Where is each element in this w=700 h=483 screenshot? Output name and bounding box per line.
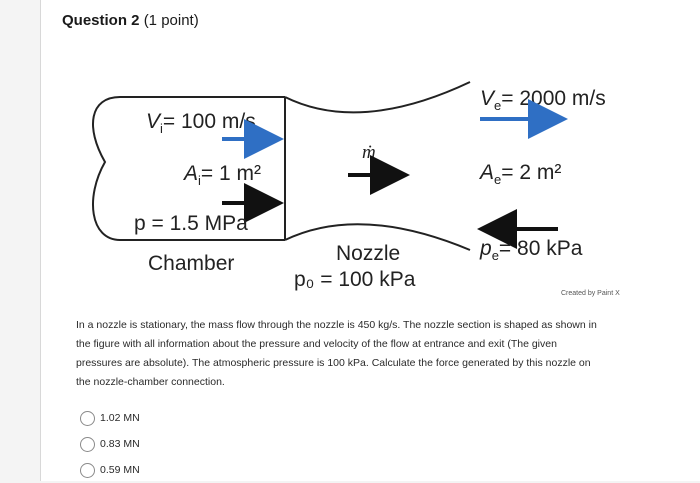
ambient-pressure-label: p₀ = 100 kPa (294, 268, 416, 291)
nozzle-outline (285, 82, 470, 250)
question-points: (1 point) (143, 12, 199, 29)
option-label: 1.02 MN (100, 412, 140, 424)
nozzle-label: Nozzle (336, 242, 401, 265)
radio-button[interactable] (80, 463, 95, 478)
option-label: 0.83 MN (100, 438, 140, 450)
exit-velocity-label: $V_e= 2000$ m/s (480, 87, 606, 113)
question-title: Question 2 (62, 12, 140, 29)
option-3[interactable] (80, 457, 140, 483)
question-header (62, 12, 199, 29)
inlet-pressure-label: p = 1.5 MPa (134, 212, 248, 235)
figure-credit: Created by Paint X (561, 290, 620, 297)
nozzle-figure (80, 72, 660, 312)
option-label: 0.59 MN (100, 464, 140, 476)
answer-options (80, 405, 140, 483)
mass-flow-symbol: ṁ (362, 142, 376, 163)
radio-button[interactable] (80, 411, 95, 426)
question-text: In a nozzle is stationary, the mass flow through the nozzle is 450 kg/s. The nozzle section is shaped as shown in the figure with all information about the pressure and velocity of the flow at entrance and exit (The given pressures are absolute). The atmospheric pressure is 100 kPa. Calculate the force generated by this nozzle on the nozzle-chamber connection. (76, 319, 597, 388)
inlet-velocity-label: $V_i= 100$ m/s (146, 110, 256, 136)
option-1[interactable] (80, 405, 140, 431)
exit-pressure-label: $p_e= 80$ kPa (480, 237, 583, 263)
exit-area-label: $A_e= 2$ m² (480, 161, 562, 187)
chamber-label: Chamber (148, 252, 235, 275)
inlet-area-label: $A_i= 1$ m² (184, 162, 262, 188)
option-2[interactable] (80, 431, 140, 457)
radio-button[interactable] (80, 437, 95, 452)
